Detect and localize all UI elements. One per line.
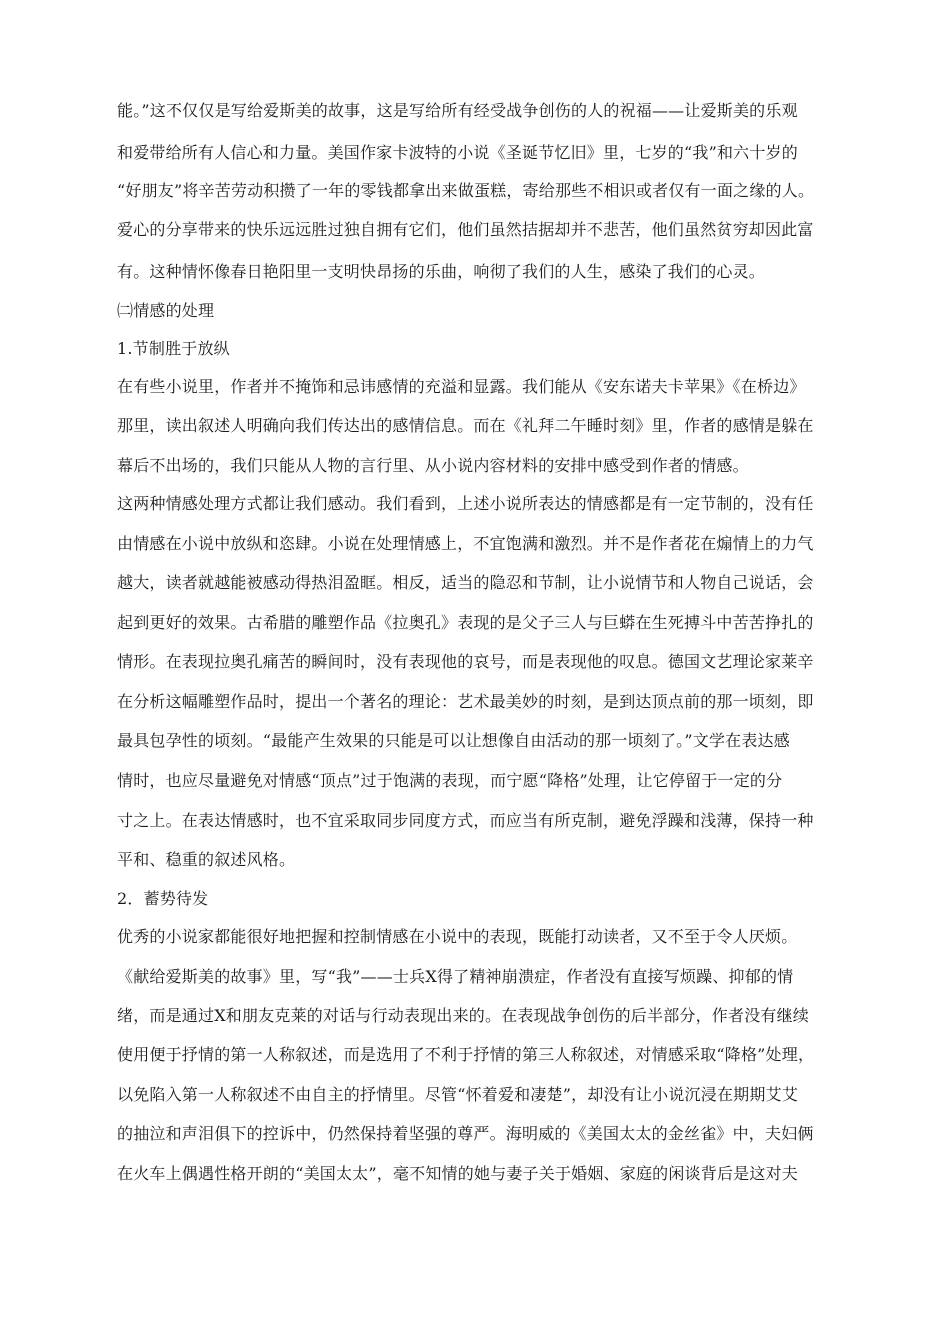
text-line: 起到更好的效果。古希腊的雕塑作品《拉奥孔》表现的是父子三人与巨蟒在生死搏斗中苦苦挣扎的 <box>117 613 814 632</box>
text-line: 越大，读者就越能被感动得热泪盈眶。相反，适当的隐忍和节制，让小说情节和人物自己说话，会 <box>117 573 814 592</box>
text-line: 寸之上。在表达情感时，也不宜采取同步同度方式，而应当有所克制，避免浮躁和浅薄，保持一种 <box>117 811 814 830</box>
text-line: 能。”这不仅仅是写给爱斯美的故事，这是写给所有经受战争创伤的人的祝福——让爱斯美的乐观 <box>117 101 798 120</box>
text-line: 在分析这幅雕塑作品时，提出一个著名的理论：艺术最美妙的时刻，是到达顶点前的那一顷刻，即 <box>117 692 814 711</box>
text-line: 使用便于抒情的第一人称叙述，而是选用了不利于抒情的第三人称叙述，对情感采取“降格”处理， <box>117 1045 815 1064</box>
text-line: 绪，而是通过X和朋友克莱的对话与行动表现出来的。在表现战争创伤的后半部分，作者没有继续 <box>117 1006 809 1025</box>
text-line: 《献给爱斯美的故事》里，写“我”——士兵X得了精神崩溃症，作者没有直接写烦躁、抑郁的情 <box>117 967 794 986</box>
subsection-heading: 2．蓄势待发 <box>117 889 209 908</box>
text-line: 爱心的分享带来的快乐远远胜过独自拥有它们，他们虽然拮据却并不悲苦，他们虽然贫穷却因此富 <box>117 220 814 239</box>
text-line: 这两种情感处理方式都让我们感动。我们看到，上述小说所表达的情感都是有一定节制的，没有任 <box>117 494 814 513</box>
text-line: 在火车上偶遇性格开朗的“美国太太”，毫不知情的她与妻子关于婚姻、家庭的闲谈背后是这对夫 <box>117 1164 798 1183</box>
text-line: 的抽泣和声泪俱下的控诉中，仍然保持着坚强的尊严。海明威的《美国太太的金丝雀》中，夫妇俩 <box>117 1124 814 1143</box>
text-line: 幕后不出场的，我们只能从人物的言行里、从小说内容材料的安排中感受到作者的情感。 <box>117 456 749 475</box>
text-line: 情形。在表现拉奥孔痛苦的瞬间时，没有表现他的哀号，而是表现他的叹息。德国文艺理论家莱辛 <box>117 652 814 671</box>
text-line: 那里，读出叙述人明确向我们传达出的感情信息。而在《礼拜二午睡时刻》里，作者的感情是躲在 <box>117 416 814 435</box>
text-line: 有。这种情怀像春日艳阳里一支明快昂扬的乐曲，响彻了我们的人生，感染了我们的心灵。 <box>117 262 766 281</box>
text-line: 情时，也应尽量避免对情感“顶点”过于饱满的表现，而宁愿“降格”处理，让它停留于一定的分 <box>117 771 783 790</box>
text-line: “好朋友”将辛苦劳动积攒了一年的零钱都拿出来做蛋糕，寄给那些不相识或者仅有一面之缘的人。 <box>117 181 815 200</box>
text-line: 在有些小说里，作者并不掩饰和忌讳感情的充溢和显露。我们能从《安东诺夫卡苹果》《在桥边》 <box>117 377 806 396</box>
text-line: 最具包孕性的顷刻。“最能产生效果的只能是可以让想像自由活动的那一顷刻了。”文学在表达感 <box>117 731 790 750</box>
text-line: 和爱带给所有人信心和力量。美国作家卡波特的小说《圣诞节忆旧》里，七岁的“我”和六十岁的 <box>117 143 798 162</box>
section-heading: ㈡情感的处理 <box>117 301 215 320</box>
subsection-heading: 1.节制胜于放纵 <box>117 339 230 358</box>
text-line: 优秀的小说家都能很好地把握和控制情感在小说中的表现，既能打动读者，又不至于令人厌烦。 <box>117 927 798 946</box>
text-line: 以免陷入第一人称叙述不由自主的抒情里。尽管“怀着爱和凄楚”，却没有让小说沉浸在期期艾艾 <box>117 1085 798 1104</box>
text-line: 平和、稳重的叙述风格。 <box>117 850 296 869</box>
text-line: 由情感在小说中放纵和恣肆。小说在处理情感上，不宜饱满和激烈。并不是作者花在煽情上的力气 <box>117 534 814 553</box>
